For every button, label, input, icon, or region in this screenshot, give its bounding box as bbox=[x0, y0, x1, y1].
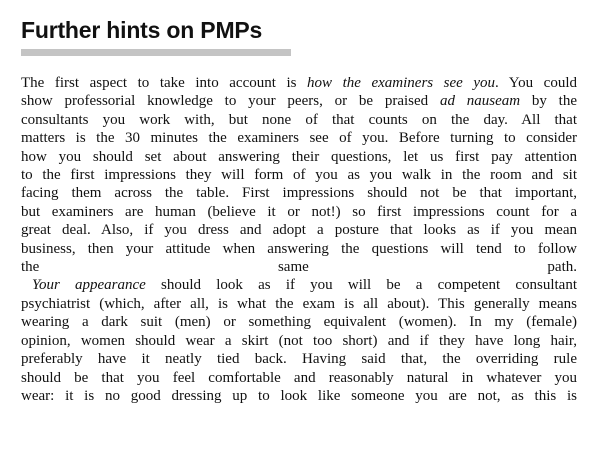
text-line bbox=[21, 240, 577, 258]
text-line bbox=[21, 350, 577, 368]
italic-phrase: ad nauseam bbox=[439, 93, 521, 110]
text-segment: consultants you work with, but none of that counts on the day. All that bbox=[21, 111, 577, 128]
heading-underline-bar bbox=[21, 49, 291, 56]
text-segment: should look as if you will be a competent consultant bbox=[145, 277, 577, 294]
text-line bbox=[21, 203, 577, 221]
paragraph-appearance bbox=[21, 276, 577, 405]
text-segment: the same path. bbox=[21, 259, 577, 276]
text-segment: show professorial knowledge to your peers, or be praised bbox=[21, 93, 440, 110]
text-line bbox=[21, 258, 577, 276]
text-line bbox=[21, 295, 577, 313]
text-line bbox=[21, 387, 577, 405]
text-line bbox=[21, 148, 577, 166]
text-segment: wear: it is no good dressing up to look like someone you are not, as this is bbox=[21, 387, 577, 404]
text-line bbox=[21, 111, 577, 129]
text-segment: wearing a dark suit (men) or something equivalent (women). In my (female) bbox=[21, 314, 577, 331]
text-line bbox=[21, 74, 577, 92]
text-line bbox=[21, 221, 577, 239]
text-segment: by the bbox=[520, 93, 578, 110]
section-heading: Further hints on PMPs bbox=[21, 17, 263, 43]
text-line bbox=[21, 92, 577, 110]
paragraph-first-impressions bbox=[21, 74, 577, 276]
text-segment: matters is the 30 minutes the examiners see of you. Before turning to consider bbox=[21, 130, 577, 147]
italic-phrase: Your appearance bbox=[32, 277, 146, 294]
text-line bbox=[21, 276, 577, 294]
text-segment: psychiatrist (which, after all, is what the exam is all about). This generally means bbox=[21, 295, 577, 312]
text-segment: how you should set about answering their questions, let us first pay attention bbox=[21, 148, 577, 165]
text-line bbox=[21, 184, 577, 202]
italic-phrase: how the examiners see you bbox=[307, 75, 496, 91]
text-line bbox=[21, 332, 577, 350]
text-line bbox=[21, 129, 577, 147]
text-segment: facing them across the table. First impressions should not be that important, bbox=[21, 185, 577, 202]
text-segment: . You could bbox=[495, 75, 578, 91]
text-segment: great deal. Also, if you dress and adopt a posture that looks as if you mean bbox=[21, 222, 577, 239]
text-segment: should be that you feel comfortable and reasonably natural in whatever you bbox=[21, 369, 577, 386]
text-line bbox=[21, 313, 577, 331]
text-segment: to the first impressions they will form of you as you walk in the room and sit bbox=[21, 167, 577, 184]
text-segment: opinion, women should wear a skirt (not too short) and if they have long hair, bbox=[21, 332, 577, 349]
text-line bbox=[21, 369, 577, 387]
text-segment: but examiners are human (believe it or not!) so first impressions count for a bbox=[21, 203, 577, 220]
text-line bbox=[21, 166, 577, 184]
text-segment: The first aspect to take into account is bbox=[21, 75, 308, 91]
text-segment: preferably have it neatly tied back. Having said that, the overriding rule bbox=[21, 351, 577, 368]
body-text bbox=[21, 74, 577, 405]
text-segment: business, then your attitude when answering the questions will tend to follow bbox=[21, 240, 577, 257]
